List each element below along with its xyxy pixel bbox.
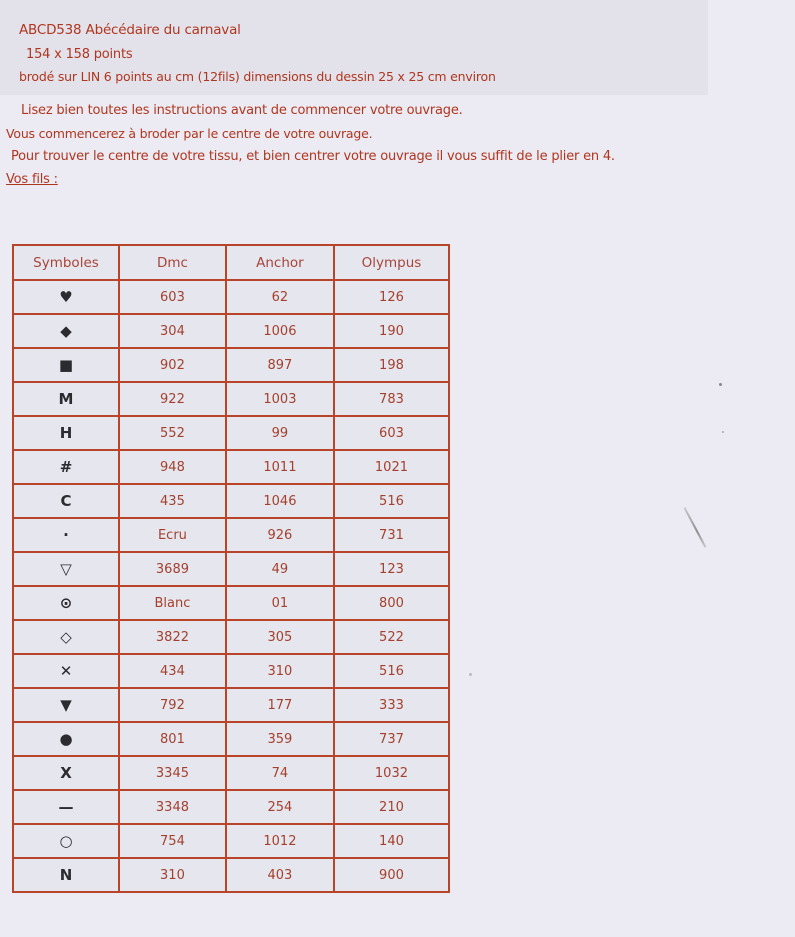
anchor-column-cell [226,858,334,892]
cross-icon: ✕ [59,662,73,680]
olympus-column-cell [334,586,449,620]
olympus-cell: 333 [379,697,404,713]
olympus-cell: 1032 [374,765,408,781]
olympus-column-cell [334,722,449,756]
paper-speck [719,383,722,386]
dmc-cell: 3822 [155,629,189,645]
anchor-column-cell [226,756,334,790]
anchor-cell: 897 [267,357,293,373]
thread-table [12,244,450,893]
dash-icon: — [58,798,74,816]
table-row [13,620,449,654]
olympus-cell: 140 [379,833,404,849]
olympus-cell: 198 [379,357,404,373]
dmc-column-cell [119,790,226,824]
olympus-cell: 516 [379,493,404,509]
symbol-column-cell [13,280,119,314]
olympus-column-cell [334,620,449,654]
anchor-cell: 310 [267,663,293,679]
symbol-column-cell [13,722,119,756]
anchor-cell: 1012 [263,833,297,849]
table-row [13,518,449,552]
olympus-cell: 210 [379,799,404,815]
symbol-column-cell [13,620,119,654]
dmc-cell: 902 [160,357,185,373]
symbol-column-cell [13,552,119,586]
anchor-column-cell [226,416,334,450]
dmc-column-cell [119,586,226,620]
dmc-cell: Ecru [157,527,187,543]
symbol-column-cell [13,450,119,484]
dmc-column-cell [119,722,226,756]
table-row [13,824,449,858]
dmc-column-cell [119,484,226,518]
table-row [13,756,449,790]
olympus-column-cell [334,688,449,722]
symbol-column-cell [13,790,119,824]
olympus-column-cell [334,858,449,892]
paper-scratch [684,507,707,548]
symbol-column-cell [13,688,119,722]
dmc-cell: 3348 [155,799,189,815]
olympus-cell: 737 [379,731,404,747]
olympus-column-cell [334,382,449,416]
table-row [13,416,449,450]
olympus-column-cell [334,416,449,450]
olympus-column-cell [334,824,449,858]
symbol-column-cell [13,586,119,620]
anchor-column-cell [226,688,334,722]
column-header-olympus: Olympus [334,245,449,280]
dmc-cell: 922 [160,391,185,407]
symbol-column-cell [13,824,119,858]
anchor-cell: 1046 [263,493,297,509]
table-row [13,654,449,688]
anchor-cell: 359 [267,731,293,747]
circled-dot-icon: ⊙ [59,594,73,612]
anchor-column-cell [226,280,334,314]
anchor-cell: 1006 [263,323,297,339]
anchor-column-cell [226,824,334,858]
anchor-column-cell [226,518,334,552]
table-row [13,314,449,348]
dmc-column-cell [119,756,226,790]
olympus-column-cell [334,348,449,382]
anchor-column-cell [226,382,334,416]
dmc-cell: 435 [160,493,185,509]
olympus-cell: 603 [379,425,404,441]
dmc-column-cell [119,654,226,688]
pattern-title: ABCD538 Abécédaire du carnaval [19,22,241,38]
olympus-cell: 800 [379,595,404,611]
anchor-column-cell [226,314,334,348]
anchor-cell: 254 [267,799,293,815]
fabric-info: brodé sur LIN 6 points au cm (12fils) dimensions du dessin 25 x 25 cm environ [19,69,496,84]
dmc-column-cell [119,348,226,382]
dmc-cell: 792 [160,697,185,713]
symbol-column-cell [13,484,119,518]
olympus-column-cell [334,280,449,314]
symbol-column-cell [13,314,119,348]
symbol-column-cell [13,518,119,552]
column-header-dmc: Dmc [119,245,226,280]
anchor-cell: 1003 [263,391,297,407]
anchor-cell: 1011 [263,459,297,475]
anchor-column-cell [226,348,334,382]
letter-c-icon: C [60,492,72,510]
paper-speck [469,673,472,676]
olympus-cell: 126 [379,289,404,305]
dmc-cell: 552 [160,425,185,441]
anchor-column-cell [226,620,334,654]
table-row [13,450,449,484]
anchor-cell: 74 [271,765,289,781]
dmc-column-cell [119,280,226,314]
instruction-find-center: Pour trouver le centre de votre tissu, et bien centrer votre ouvrage il vous suffit de le plier en 4. [11,149,615,164]
threads-heading: Vos fils : [6,172,58,187]
dmc-cell: 754 [160,833,185,849]
olympus-column-cell [334,518,449,552]
symbol-column-cell [13,382,119,416]
olympus-column-cell [334,654,449,688]
anchor-cell: 62 [271,289,289,305]
dmc-cell: 948 [160,459,185,475]
table-row [13,858,449,892]
anchor-column-cell [226,722,334,756]
hash-icon: # [59,458,73,476]
circle-filled-icon: ● [59,730,73,748]
table-row [13,484,449,518]
dmc-column-cell [119,552,226,586]
olympus-column-cell [334,484,449,518]
olympus-cell: 190 [379,323,404,339]
dmc-column-cell [119,824,226,858]
olympus-cell: 900 [379,867,404,883]
olympus-column-cell [334,756,449,790]
letter-n-icon: N [59,866,73,884]
anchor-column-cell [226,484,334,518]
dmc-cell: 304 [160,323,185,339]
olympus-cell: 123 [379,561,404,577]
table-row [13,790,449,824]
instruction-start-center: Vous commencerez à broder par le centre de votre ouvrage. [6,126,373,141]
symbol-column-cell [13,858,119,892]
anchor-column-cell [226,450,334,484]
symbol-column-cell [13,654,119,688]
symbol-column-cell [13,348,119,382]
dmc-column-cell [119,858,226,892]
heart-filled-icon: ♥ [59,288,73,306]
olympus-column-cell [334,552,449,586]
table-row [13,722,449,756]
diamond-filled-icon: ◆ [60,322,72,340]
olympus-column-cell [334,314,449,348]
dmc-cell: Blanc [154,595,191,611]
letter-x-icon: X [60,764,72,782]
dmc-column-cell [119,518,226,552]
dmc-column-cell [119,688,226,722]
anchor-cell: 305 [267,629,293,645]
table-header-row [13,245,449,280]
olympus-column-cell [334,450,449,484]
olympus-column-cell [334,790,449,824]
dmc-cell: 434 [160,663,185,679]
olympus-cell: 1021 [374,459,408,475]
column-header-symboles: Symboles [13,245,119,280]
instruction-read: Lisez bien toutes les instructions avant de commencer votre ouvrage. [21,103,463,118]
triangle-down-filled-icon: ▼ [60,696,72,714]
dmc-cell: 310 [160,867,185,883]
anchor-column-cell [226,586,334,620]
table-row [13,280,449,314]
table-row [13,382,449,416]
dmc-cell: 801 [160,731,185,747]
diamond-outline-icon: ◇ [60,628,72,646]
anchor-column-cell [226,790,334,824]
letter-m-icon: M [58,390,74,408]
dmc-cell: 3345 [155,765,189,781]
anchor-column-cell [226,552,334,586]
square-filled-icon: ■ [58,356,74,374]
dmc-cell: 603 [160,289,185,305]
pattern-size: 154 x 158 points [26,47,133,62]
column-header-anchor: Anchor [226,245,334,280]
triangle-down-outline-icon: ▽ [60,560,72,578]
dmc-cell: 3689 [155,561,189,577]
letter-h-icon: H [59,424,73,442]
table-row [13,552,449,586]
dmc-column-cell [119,450,226,484]
anchor-cell: 49 [271,561,289,577]
anchor-cell: 926 [267,527,293,543]
anchor-cell: 01 [271,595,289,611]
olympus-cell: 783 [379,391,404,407]
symbol-column-cell [13,756,119,790]
table-row [13,348,449,382]
dmc-column-cell [119,416,226,450]
olympus-cell: 522 [379,629,404,645]
dmc-column-cell [119,382,226,416]
anchor-cell: 99 [271,425,289,441]
symbol-column-cell [13,416,119,450]
circle-outline-icon: ○ [59,832,73,850]
anchor-cell: 403 [267,867,293,883]
anchor-cell: 177 [267,697,293,713]
dmc-column-cell [119,620,226,654]
anchor-column-cell [226,654,334,688]
table-row [13,586,449,620]
table-row [13,688,449,722]
dot-icon: · [63,526,69,544]
olympus-cell: 516 [379,663,404,679]
olympus-cell: 731 [379,527,404,543]
dmc-column-cell [119,314,226,348]
paper-speck [722,431,724,433]
